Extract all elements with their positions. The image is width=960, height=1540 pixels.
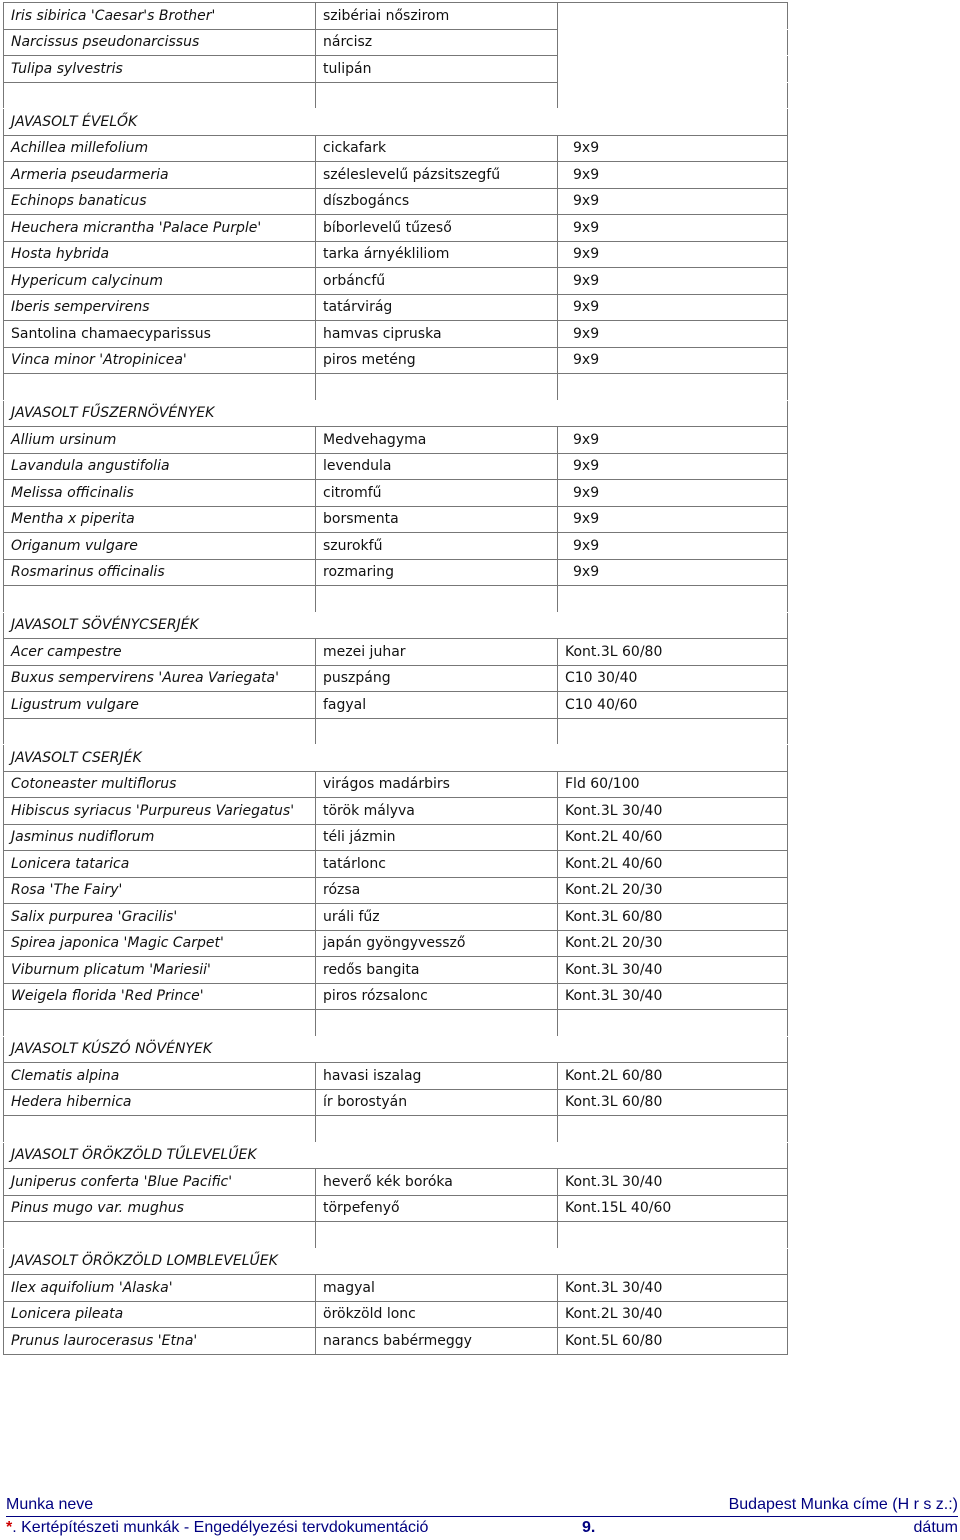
plant-row <box>4 957 788 984</box>
footer-top-row <box>6 1494 958 1517</box>
plant-row <box>4 347 788 374</box>
common-name-cell: tulipán <box>316 56 558 83</box>
latin-name-cell: Spirea japonica 'Magic Carpet' <box>4 930 316 957</box>
common-name-cell: szibériai nőszirom <box>316 3 558 30</box>
latin-name-cell: Weigela florida 'Red Prince' <box>4 983 316 1010</box>
plant-row <box>4 321 788 348</box>
size-cell: Kont.3L 30/40 <box>558 1169 788 1196</box>
size-cell: 9x9 <box>558 188 788 215</box>
section-title: JAVASOLT ÉVELŐK <box>4 109 788 136</box>
spacer-cell <box>316 1116 558 1143</box>
common-name-cell: örökzöld lonc <box>316 1301 558 1328</box>
spacer-cell <box>4 1116 316 1143</box>
common-name-cell: szurokfű <box>316 533 558 560</box>
latin-name-cell: Echinops banaticus <box>4 188 316 215</box>
size-cell: 9x9 <box>558 347 788 374</box>
size-cell: 9x9 <box>558 559 788 586</box>
plant-list-body <box>4 3 788 1355</box>
latin-name-cell: Tulipa sylvestris <box>4 56 316 83</box>
spacer-cell <box>558 1010 788 1037</box>
plant-row <box>4 294 788 321</box>
size-cell: Kont.2L 20/30 <box>558 930 788 957</box>
common-name-cell: magyal <box>316 1275 558 1302</box>
spacer-cell <box>316 1222 558 1249</box>
common-name-cell: havasi iszalag <box>316 1063 558 1090</box>
size-cell: Kont.2L 40/60 <box>558 851 788 878</box>
plant-row <box>4 1195 788 1222</box>
size-cell: 9x9 <box>558 480 788 507</box>
common-name-cell: bíborlevelű tűzeső <box>316 215 558 242</box>
size-cell: Kont.2L 60/80 <box>558 1063 788 1090</box>
plant-row <box>4 56 788 83</box>
spacer-row <box>4 1222 788 1249</box>
spacer-cell <box>558 374 788 401</box>
common-name-cell: cickafark <box>316 135 558 162</box>
latin-name-cell: Lonicera tatarica <box>4 851 316 878</box>
common-name-cell: nárcisz <box>316 29 558 56</box>
common-name-cell: Medvehagyma <box>316 427 558 454</box>
size-cell: 9x9 <box>558 162 788 189</box>
spacer-cell <box>558 1222 788 1249</box>
common-name-cell: díszbogáncs <box>316 188 558 215</box>
common-name-cell: török mályva <box>316 798 558 825</box>
latin-name-cell: Santolina chamaecyparissus <box>4 321 316 348</box>
common-name-cell: piros meténg <box>316 347 558 374</box>
latin-name-cell: Mentha x piperita <box>4 506 316 533</box>
common-name-cell: puszpáng <box>316 665 558 692</box>
latin-name-cell: Ilex aquifolium 'Alaska' <box>4 1275 316 1302</box>
size-cell: 9x9 <box>558 321 788 348</box>
size-cell: Kont.15L 40/60 <box>558 1195 788 1222</box>
plant-row <box>4 639 788 666</box>
size-cell: C10 40/60 <box>558 692 788 719</box>
size-cell: Kont.5L 60/80 <box>558 1328 788 1355</box>
size-cell: 9x9 <box>558 268 788 295</box>
footer-star: * <box>6 1519 13 1536</box>
latin-name-cell: Lonicera pileata <box>4 1301 316 1328</box>
size-cell: C10 30/40 <box>558 665 788 692</box>
footer-address: Budapest Munka címe (H r s z.:) <box>728 1496 958 1513</box>
plant-row <box>4 851 788 878</box>
common-name-cell: tatárlonc <box>316 851 558 878</box>
section-title: JAVASOLT CSERJÉK <box>4 745 788 772</box>
common-name-cell: rózsa <box>316 877 558 904</box>
common-name-cell: piros rózsalonc <box>316 983 558 1010</box>
spacer-row <box>4 374 788 401</box>
common-name-cell: téli jázmin <box>316 824 558 851</box>
spacer-row <box>4 718 788 745</box>
spacer-cell <box>4 374 316 401</box>
plant-row <box>4 1328 788 1355</box>
latin-name-cell: Jasminus nudiflorum <box>4 824 316 851</box>
latin-name-cell: Narcissus pseudonarcissus <box>4 29 316 56</box>
common-name-cell: citromfű <box>316 480 558 507</box>
size-cell: Kont.2L 40/60 <box>558 824 788 851</box>
latin-name-cell: Cotoneaster multiflorus <box>4 771 316 798</box>
plant-row <box>4 1275 788 1302</box>
common-name-cell: törpefenyő <box>316 1195 558 1222</box>
footer-project-name: Munka neve <box>6 1496 94 1513</box>
spacer-cell <box>4 82 316 109</box>
plant-row <box>4 533 788 560</box>
plant-row <box>4 665 788 692</box>
latin-name-cell: Rosmarinus officinalis <box>4 559 316 586</box>
spacer-cell <box>558 1116 788 1143</box>
latin-name-cell: Heuchera micrantha 'Palace Purple' <box>4 215 316 242</box>
spacer-cell <box>4 1010 316 1037</box>
spacer-cell <box>4 586 316 613</box>
latin-name-cell: Hosta hybrida <box>4 241 316 268</box>
latin-name-cell: Hypericum calycinum <box>4 268 316 295</box>
plant-row <box>4 480 788 507</box>
latin-name-cell: Hedera hibernica <box>4 1089 316 1116</box>
spacer-row <box>4 1010 788 1037</box>
section-title: JAVASOLT SÖVÉNYCSERJÉK <box>4 612 788 639</box>
common-name-cell: ír borostyán <box>316 1089 558 1116</box>
size-cell: Kont.3L 30/40 <box>558 983 788 1010</box>
plant-row <box>4 162 788 189</box>
latin-name-cell: Allium ursinum <box>4 427 316 454</box>
common-name-cell: mezei juhar <box>316 639 558 666</box>
common-name-cell: tarka árnyékliliom <box>316 241 558 268</box>
size-cell: 9x9 <box>558 241 788 268</box>
spacer-cell <box>316 82 558 109</box>
plant-row <box>4 877 788 904</box>
size-cell: Kont.3L 30/40 <box>558 1275 788 1302</box>
section-header-row <box>4 400 788 427</box>
spacer-cell <box>558 82 788 109</box>
common-name-cell: hamvas cipruska <box>316 321 558 348</box>
plant-row <box>4 3 788 30</box>
plant-row <box>4 188 788 215</box>
common-name-cell: fagyal <box>316 692 558 719</box>
plant-row <box>4 771 788 798</box>
plant-row <box>4 1089 788 1116</box>
section-header-row <box>4 109 788 136</box>
plant-row <box>4 1063 788 1090</box>
section-title: JAVASOLT ÖRÖKZÖLD TŰLEVELŰEK <box>4 1142 788 1169</box>
spacer-cell <box>316 718 558 745</box>
size-cell: Kont.3L 30/40 <box>558 798 788 825</box>
latin-name-cell: Melissa officinalis <box>4 480 316 507</box>
spacer-cell <box>4 718 316 745</box>
spacer-cell <box>316 374 558 401</box>
latin-name-cell: Lavandula angustifolia <box>4 453 316 480</box>
common-name-cell: tatárvirág <box>316 294 558 321</box>
plant-row <box>4 1169 788 1196</box>
latin-name-cell: Acer campestre <box>4 639 316 666</box>
latin-name-cell: Armeria pseudarmeria <box>4 162 316 189</box>
size-cell: Kont.2L 30/40 <box>558 1301 788 1328</box>
section-title: JAVASOLT FŰSZERNÖVÉNYEK <box>4 400 788 427</box>
size-cell: Kont.3L 60/80 <box>558 904 788 931</box>
plant-row <box>4 798 788 825</box>
footer-bottom-row <box>6 1517 958 1539</box>
plant-row <box>4 983 788 1010</box>
latin-name-cell: Iris sibirica 'Caesar's Brother' <box>4 3 316 30</box>
plant-row <box>4 930 788 957</box>
plant-row <box>4 427 788 454</box>
size-cell: Kont.3L 60/80 <box>558 639 788 666</box>
size-cell: 9x9 <box>558 506 788 533</box>
size-cell <box>558 29 788 56</box>
size-cell: 9x9 <box>558 453 788 480</box>
plant-row <box>4 506 788 533</box>
spacer-cell <box>4 1222 316 1249</box>
latin-name-cell: Juniperus conferta 'Blue Pacific' <box>4 1169 316 1196</box>
latin-name-cell: Hibiscus syriacus 'Purpureus Variegatus' <box>4 798 316 825</box>
latin-name-cell: Salix purpurea 'Gracilis' <box>4 904 316 931</box>
page-footer <box>6 1494 958 1539</box>
spacer-row <box>4 1116 788 1143</box>
size-cell: 9x9 <box>558 215 788 242</box>
plant-list-table <box>3 2 788 1355</box>
size-cell <box>558 56 788 83</box>
plant-row <box>4 692 788 719</box>
latin-name-cell: Origanum vulgare <box>4 533 316 560</box>
size-cell: Kont.3L 60/80 <box>558 1089 788 1116</box>
section-title: JAVASOLT KÚSZÓ NÖVÉNYEK <box>4 1036 788 1063</box>
section-title: JAVASOLT ÖRÖKZÖLD LOMBLEVELŰEK <box>4 1248 788 1275</box>
section-header-row <box>4 1142 788 1169</box>
latin-name-cell: Achillea millefolium <box>4 135 316 162</box>
latin-name-cell: Clematis alpina <box>4 1063 316 1090</box>
plant-row <box>4 824 788 851</box>
common-name-cell: redős bangita <box>316 957 558 984</box>
latin-name-cell: Buxus sempervirens 'Aurea Variegata' <box>4 665 316 692</box>
section-header-row <box>4 612 788 639</box>
spacer-cell <box>558 586 788 613</box>
common-name-cell: narancs babérmeggy <box>316 1328 558 1355</box>
plant-row <box>4 135 788 162</box>
common-name-cell: rozmaring <box>316 559 558 586</box>
common-name-cell: heverő kék boróka <box>316 1169 558 1196</box>
common-name-cell: borsmenta <box>316 506 558 533</box>
section-header-row <box>4 1036 788 1063</box>
plant-row <box>4 453 788 480</box>
latin-name-cell: Vinca minor 'Atropinicea' <box>4 347 316 374</box>
plant-row <box>4 241 788 268</box>
latin-name-cell: Iberis sempervirens <box>4 294 316 321</box>
footer-date: dátum <box>913 1519 958 1536</box>
spacer-row <box>4 82 788 109</box>
spacer-cell <box>316 586 558 613</box>
plant-row <box>4 1301 788 1328</box>
section-header-row <box>4 745 788 772</box>
latin-name-cell: Prunus laurocerasus 'Etna' <box>4 1328 316 1355</box>
common-name-cell: japán gyöngyvessző <box>316 930 558 957</box>
plant-row <box>4 29 788 56</box>
common-name-cell: levendula <box>316 453 558 480</box>
size-cell: Kont.2L 20/30 <box>558 877 788 904</box>
footer-page-number: 9. <box>582 1519 596 1536</box>
latin-name-cell: Rosa 'The Fairy' <box>4 877 316 904</box>
common-name-cell: virágos madárbirs <box>316 771 558 798</box>
size-cell: Fld 60/100 <box>558 771 788 798</box>
size-cell: Kont.3L 30/40 <box>558 957 788 984</box>
spacer-row <box>4 586 788 613</box>
latin-name-cell: Ligustrum vulgare <box>4 692 316 719</box>
spacer-cell <box>558 718 788 745</box>
plant-row <box>4 215 788 242</box>
common-name-cell: uráli fűz <box>316 904 558 931</box>
latin-name-cell: Viburnum plicatum 'Mariesii' <box>4 957 316 984</box>
size-cell: 9x9 <box>558 533 788 560</box>
size-cell <box>558 3 788 30</box>
latin-name-cell: Pinus mugo var. mughus <box>4 1195 316 1222</box>
plant-row <box>4 268 788 295</box>
size-cell: 9x9 <box>558 135 788 162</box>
spacer-cell <box>316 1010 558 1037</box>
plant-row <box>4 559 788 586</box>
common-name-cell: széleslevelű pázsitszegfű <box>316 162 558 189</box>
section-header-row <box>4 1248 788 1275</box>
common-name-cell: orbáncfű <box>316 268 558 295</box>
size-cell: 9x9 <box>558 427 788 454</box>
plant-row <box>4 904 788 931</box>
size-cell: 9x9 <box>558 294 788 321</box>
footer-doc-title <box>6 1519 428 1537</box>
footer-doc-title-text: . Kertépítészeti munkák - Engedélyezési tervdokumentáció <box>12 1519 429 1536</box>
